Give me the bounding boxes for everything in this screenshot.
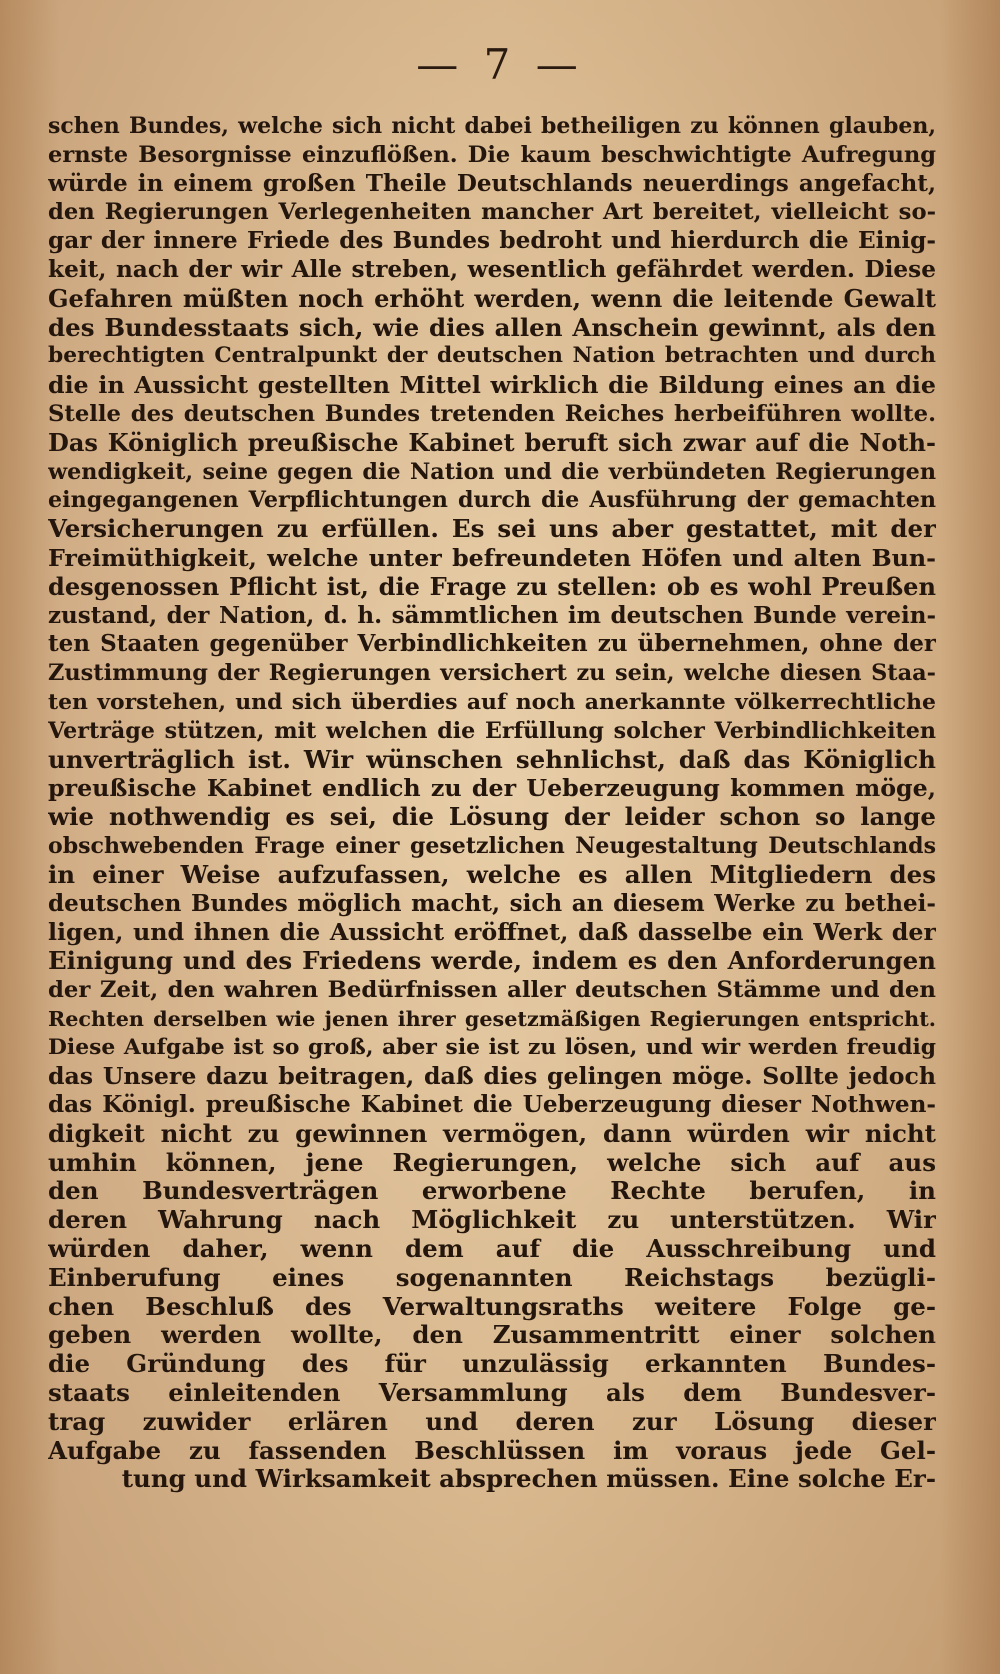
text-line: umhin können, jene Regierungen, welche sich auf aus: [48, 1148, 936, 1177]
text-line: die Gründung des für unzulässig erkannten Bundes-: [48, 1350, 936, 1379]
text-line: Gefahren müßten noch erhöht werden, wenn die leitende Gewalt: [48, 284, 936, 313]
text-line: ernste Besorgnisse einzuflößen. Die kaum beschwichtigte Aufregung: [48, 141, 936, 168]
text-line: würde in einem großen Theile Deutschlands neuerdings angefacht,: [48, 169, 936, 197]
text-line: tung und Wirksamkeit absprechen müssen. Eine solche Er-: [121, 1465, 936, 1494]
text-line: keit, nach der wir Alle streben, wesentlich gefährdet werden. Diese: [48, 255, 936, 283]
text-line: chen Beschluß des Verwaltungsraths weitere Folge ge-: [48, 1292, 936, 1321]
text-line: obschwebenden Frage einer gesetzlichen Neugestaltung Deutschlands: [48, 832, 936, 859]
text-line: das Unsere dazu beitragen, daß dies gelingen möge. Sollte jedoch: [48, 1062, 936, 1091]
text-line: den Bundesverträgen erworbene Rechte berufen, in: [48, 1177, 936, 1206]
text-line: berechtigten Centralpunkt der deutschen Nation betrachten und durch: [48, 343, 936, 369]
text-line: wendigkeit, seine gegen die Nation und die verbündeten Regierungen: [48, 458, 936, 485]
text-line: Das Königlich preußische Kabinet beruft sich zwar auf die Noth-: [48, 428, 936, 457]
page-number: — 7 —: [416, 40, 584, 89]
text-line: ten Staaten gegenüber Verbindlichkeiten zu übernehmen, ohne der: [48, 630, 936, 658]
text-line: eingegangenen Verpflichtungen durch die Ausführung der gemachten: [48, 487, 936, 514]
text-line: der Zeit, den wahren Bedürfnissen aller deutschen Stämme und den: [48, 976, 936, 1003]
text-line: des Bundesstaats sich, wie dies allen Anschein gewinnt, als den: [48, 313, 936, 342]
text-line: Zustimmung der Regierungen versichert zu sein, welche diesen Staa-: [48, 660, 936, 687]
text-line: deren Wahrung nach Möglichkeit zu unterstützen. Wir: [48, 1206, 936, 1235]
text-line: in einer Weise aufzufassen, welche es allen Mitgliedern des: [48, 860, 936, 889]
text-line: schen Bundes, welche sich nicht dabei betheiligen zu können glauben,: [48, 113, 936, 139]
text-line: geben werden wollte, den Zusammentritt einer solchen: [48, 1321, 936, 1350]
text-line: deutschen Bundes möglich macht, sich an diesem Werke zu bethei-: [48, 889, 936, 917]
text-line: unverträglich ist. Wir wünschen sehnlichst, daß das Königlich: [48, 745, 936, 774]
text-line: gar der innere Friede des Bundes bedroht und hierdurch die Einig-: [48, 227, 936, 255]
text-line: trag zuwider erlären und deren zur Lösung dieser: [48, 1407, 936, 1436]
text-line: Diese Aufgabe ist so groß, aber sie ist zu lösen, und wir werden freudig: [48, 1034, 936, 1060]
text-line: Verträge stützen, mit welchen die Erfüllung solcher Verbindlichkeiten: [48, 717, 936, 744]
text-line: Aufgabe zu fassenden Beschlüssen im voraus jede Gel-: [48, 1436, 936, 1465]
text-line: Versicherungen zu erfüllen. Es sei uns aber gestattet, mit der: [48, 515, 936, 544]
text-line: ten vorstehen, und sich überdies auf noch anerkannte völkerrechtliche: [48, 688, 936, 715]
text-line: preußische Kabinet endlich zu der Ueberzeugung kommen möge,: [48, 774, 936, 803]
text-line: staats einleitenden Versammlung als dem Bundesver-: [48, 1379, 936, 1408]
text-line: würden daher, wenn dem auf die Ausschreibung und: [48, 1235, 936, 1264]
text-line: Einberufung eines sogenannten Reichstags bezügli-: [48, 1263, 936, 1292]
text-line: wie nothwendig es sei, die Lösung der leider schon so lange: [48, 803, 936, 832]
text-line: das Königl. preußische Kabinet die Ueberzeugung dieser Nothwen-: [48, 1091, 936, 1119]
body-text: [48, 112, 936, 1494]
text-line: ligen, und ihnen die Aussicht eröffnet, daß dasselbe ein Werk der: [48, 918, 936, 947]
text-line: desgenossen Pflicht ist, die Frage zu stellen: ob es wohl Preußen: [48, 572, 936, 601]
text-line: Rechten derselben wie jenen ihrer gesetzmäßigen Regierungen entspricht.: [48, 1006, 936, 1031]
text-line: Einigung und des Friedens werde, indem es den Anforderungen: [48, 947, 936, 976]
text-line: die in Aussicht gestellten Mittel wirklich die Bildung eines an die: [48, 371, 936, 400]
text-line: den Regierungen Verlegenheiten mancher Art bereitet, vielleicht so-: [48, 199, 936, 226]
text-line: Stelle des deutschen Bundes tretenden Reiches herbeiführen wollte.: [48, 400, 936, 427]
text-line: Freimüthigkeit, welche unter befreundeten Höfen und alten Bun-: [48, 543, 936, 572]
text-line: digkeit nicht zu gewinnen vermögen, dann würden wir nicht: [48, 1119, 936, 1148]
text-line: zustand, der Nation, d. h. sämmtlichen im deutschen Bunde verein-: [48, 601, 936, 629]
